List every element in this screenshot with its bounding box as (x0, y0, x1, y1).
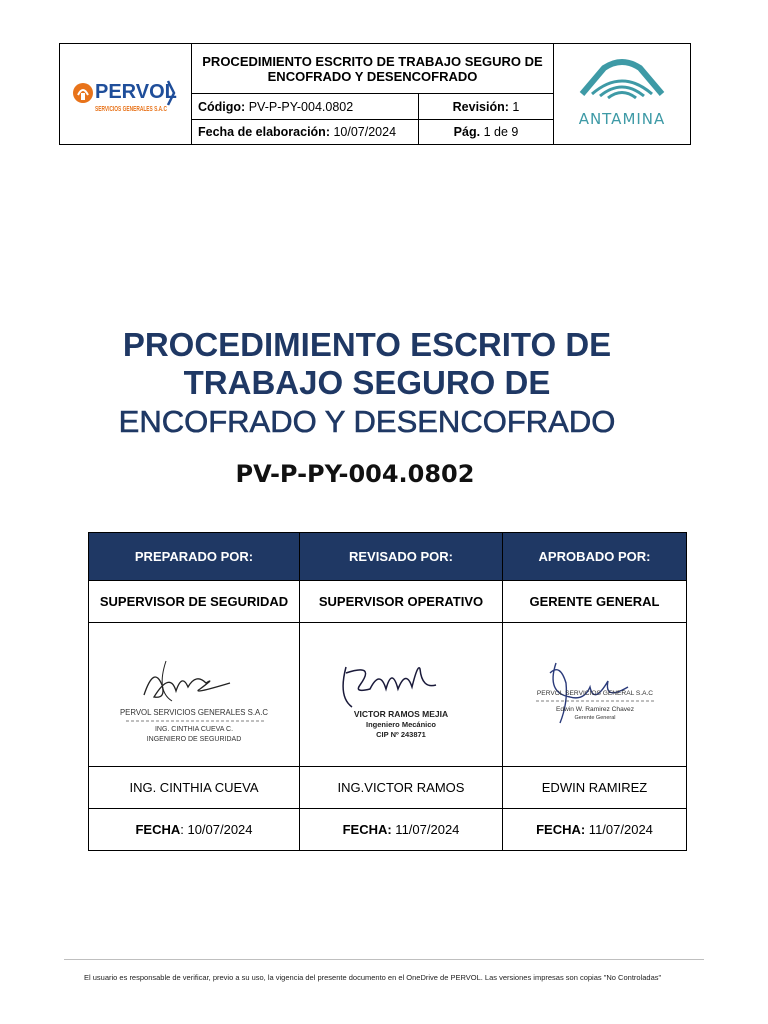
approval-signature-row (89, 623, 687, 767)
approved-by-role: GERENTE GENERAL (503, 581, 687, 623)
reviewed-by-signature (300, 623, 503, 767)
fecha-elaboracion-label: Fecha de elaboración: (198, 124, 330, 139)
fecha-elaboracion-value: 10/07/2024 (333, 124, 397, 139)
codigo-cell (192, 94, 419, 118)
approval-name-row (89, 767, 687, 809)
reviewed-by-date (300, 809, 503, 851)
revision-cell (419, 94, 553, 118)
approved-by-header: APROBADO POR: (503, 533, 687, 581)
footer-divider (64, 959, 704, 960)
header-title (192, 44, 553, 94)
pervol-logo (60, 44, 192, 144)
approved-by-name: EDWIN RAMIREZ (503, 767, 687, 809)
approval-date-row (89, 809, 687, 851)
fecha-elaboracion-cell (192, 120, 419, 144)
approval-header-row (89, 533, 687, 581)
approved-by-stamp-line1: PERVOL SERVICIOS GENERAL S.A.C (536, 690, 653, 697)
prepared-by-header: PREPARADO POR: (89, 533, 300, 581)
approved-by-date-label: FECHA: (536, 822, 586, 837)
document-header (59, 43, 691, 145)
document-title-line1: PROCEDIMIENTO ESCRITO DE (122, 326, 612, 363)
reviewed-by-stamp-line1: VICTOR RAMOS MEJIA (353, 709, 449, 719)
approved-by-date (503, 809, 687, 851)
prepared-by-stamp-line1: PERVOL SERVICIOS GENERALES S.A.C (119, 708, 269, 717)
approved-by-stamp-line3: Gerente General (574, 715, 615, 721)
prepared-by-signature (89, 623, 300, 767)
approval-role-row (89, 581, 687, 623)
codigo-value: PV-P-PY-004.0802 (248, 99, 354, 114)
prepared-by-date-value: : 10/07/2024 (180, 822, 253, 837)
prepared-by-date-label: FECHA (135, 822, 181, 837)
approved-by-stamp-line2: Edwin W. Ramirez Chavez (555, 706, 634, 713)
prepared-by-name: ING. CINTHIA CUEVA (89, 767, 300, 809)
footer-disclaimer: El usuario es responsable de verificar, previo a su uso, la vigencia del presente documento en el OneDrive de PERVOL. Las versiones impresas son copias "No Controladas" (84, 973, 662, 982)
revision-value: 1 (512, 99, 520, 114)
reviewed-by-date-label: FECHA: (342, 822, 392, 837)
document-title-line3: ENCOFRADO Y DESENCOFRADO (118, 404, 616, 439)
codigo-label: Código: (198, 99, 246, 114)
revision-label: Revisión: (452, 99, 509, 114)
document-code: PV-P-PY-004.0802 (235, 460, 475, 488)
reviewed-by-stamp-line2: Ingeniero Mecánico (365, 720, 437, 729)
header-title-line1: PROCEDIMIENTO ESCRITO DE TRABAJO SEGURO DE (202, 53, 543, 69)
pagina-cell (419, 120, 553, 144)
reviewed-by-stamp-line3: CIP Nº 243871 (376, 730, 426, 739)
pagina-label: Pág. (453, 124, 481, 139)
antamina-logo-name: ANTAMINA (578, 110, 666, 128)
reviewed-by-role: SUPERVISOR OPERATIVO (300, 581, 503, 623)
prepared-by-role: SUPERVISOR DE SEGURIDAD (89, 581, 300, 623)
document-title-line2: TRABAJO SEGURO DE (183, 364, 551, 401)
pervol-logo-subtitle: SERVICIOS GENERALES S.A.C (94, 104, 167, 113)
reviewed-by-name: ING.VICTOR RAMOS (300, 767, 503, 809)
pervol-logo-name: PERVOL (94, 81, 177, 103)
reviewed-by-date-value: 11/07/2024 (391, 822, 460, 837)
prepared-by-stamp-line3: INGENIERO DE SEGURIDAD (146, 736, 242, 743)
approval-table (88, 532, 687, 851)
header-title-line2: ENCOFRADO Y DESENCOFRADO (267, 68, 478, 84)
pagina-value: 1 de 9 (483, 124, 519, 139)
prepared-by-stamp-line2: ING. CINTHIA CUEVA C. (154, 726, 234, 733)
approved-by-signature (503, 623, 687, 767)
reviewed-by-header: REVISADO POR: (300, 533, 503, 581)
approved-by-date-value: 11/07/2024 (585, 822, 653, 837)
prepared-by-date (89, 809, 300, 851)
antamina-logo (553, 44, 690, 144)
